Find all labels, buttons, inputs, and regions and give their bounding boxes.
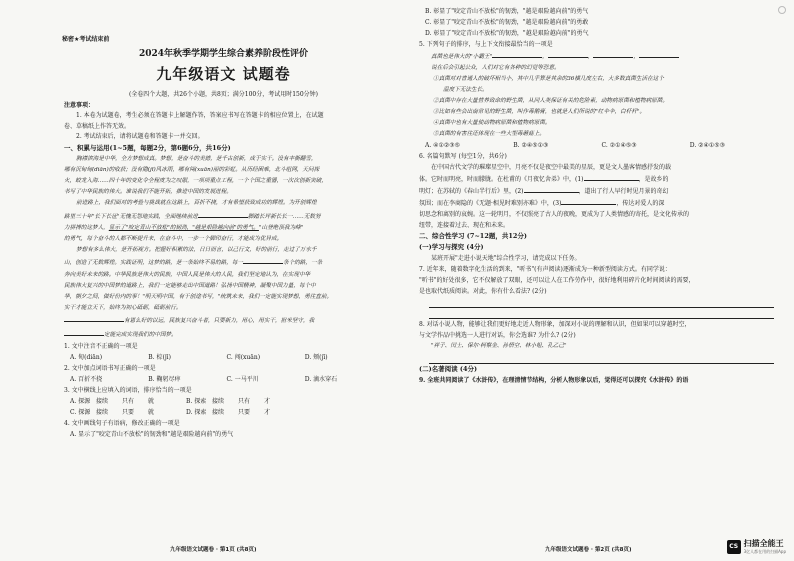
passage-segment: 定能完成实现我们的中国梦。	[104, 331, 177, 338]
passage-line	[419, 185, 778, 197]
scanner-watermark	[727, 538, 786, 555]
question-3-options-row	[64, 407, 383, 418]
fill-blank	[243, 256, 283, 264]
option-b[interactable]: B. 鞠躬尽瘁	[148, 375, 181, 383]
watermark-sub: 3亿人都在用的扫描App	[743, 549, 786, 554]
fill-blank	[198, 210, 248, 218]
camscanner-logo-icon: CS	[727, 540, 741, 554]
option-b[interactable]: B. 探索	[186, 397, 207, 405]
section-two-title: 二、综合性学习 (7~12题，共12分)	[419, 232, 527, 241]
option-d[interactable]: D. 滴水穿石	[304, 375, 338, 383]
passage-line: 华，朝夕之间，做好份内的事！"明天明中国，有干创途书写，"统筑未来，我们一定能实现梦想，勇往直前。	[64, 293, 333, 300]
passage-segment: 路里三十年"长下长征"无愧无怨地实践，全面继续前进	[64, 213, 198, 220]
option-word: 才	[264, 397, 271, 405]
passage-line	[64, 314, 383, 327]
exam-meta: (全卷四个大题，共26个小题，共8页；满分100分，考试用时150分钟)	[128, 91, 319, 98]
passage-line: 梦想有多么伟大，是开拓视方。把握好积累的法，日日而言，以己行文，好的前行，走过了万水千	[76, 247, 317, 254]
notice-1a: 1. 本卷为试题卷，考生必须在答题卡上解题作答，答案应书写在答题卡的相应位置上，在试题	[76, 112, 324, 119]
answer-line[interactable]	[429, 353, 774, 364]
question-5: 5. 下列句子的排序，与上下文衔接最恰当的一项是	[419, 41, 553, 48]
option-a[interactable]: A. 百折不挠	[70, 375, 103, 383]
question-3: 3. 文中横线上应填入的词语，排序恰当的一项是	[64, 386, 192, 394]
passage-segment: 氛围；而在李商隐的《无题·相见时难别亦难》中，(3)	[419, 200, 562, 208]
page-footer: 九年级语文试题卷 · 第2页 (共8页)	[545, 547, 632, 553]
passage-line: 哪有沉甸甸(diān)的收获；没有隐(jī)风冰雨，哪有闯(xuān)丽的彩虹。从历经困难，北斗组网，天问探	[64, 166, 320, 173]
passage-segment: 条个的路，一条	[283, 260, 323, 267]
option-word: 才	[264, 408, 271, 416]
fill-blank	[548, 50, 588, 58]
question-8-line: 与文学作品中挑选一人进行对话，你会选谁? 为什么? (2分)	[419, 332, 576, 340]
watermark-text	[744, 538, 786, 555]
corner-mark-icon	[778, 6, 786, 14]
option-d[interactable]: D. 颊(jī)	[304, 353, 328, 361]
underlined-sentence: 显示了"咬定青山不放松"的韧劲，"越是艰险越向前"的勇气。	[108, 224, 259, 231]
passage-line	[64, 256, 383, 269]
exam-title: 九年级语文 试题卷	[156, 65, 291, 83]
question-4: 4. 文中画线句子有语病，修改正确的一项是	[64, 419, 180, 427]
option-word: 接续	[212, 408, 225, 416]
option-c[interactable]: C. 闯(xuān)	[226, 353, 261, 361]
passage-line: 切思念和离别的哀婉。这一轮明月，不仅照亮了古人的夜晚，更成为了人类情感的寄托，是文化传承的	[419, 211, 690, 219]
answer-line[interactable]	[429, 297, 774, 308]
option-b[interactable]: B. 彰显了"咬定青山不放松"的韧劲，"越是艰险越向前"的勇气	[425, 8, 589, 15]
question-9: 9. 全班共同阅读了《水浒传》，在理清情节结构，分析人物形象以后，觉得还可以探究《水浒传》的语	[419, 376, 689, 384]
option-a[interactable]: A. 显示了"咬定青山不放松"的韧劲和"越是艰险越向前"的勇气	[70, 430, 234, 438]
option-b[interactable]: B. 棕(jī)	[148, 353, 171, 361]
option-a[interactable]: A. ④①②③⑤	[425, 142, 461, 150]
option-word: 接续	[212, 397, 225, 405]
sentence-item: ①真菌对对普通人的破坏相当小，其中几乎算是其余的36横几度左右，大多数真菌生活在这个	[433, 76, 664, 83]
question-8-names: "祥子、闰土、保尔·柯察金、孙悟空、林小姐、孔乙己"	[431, 343, 567, 350]
passage-segment: 有恩么好的以远，民族复兴奋斗者，只要新力，用心，用实干，担米坚守，我	[124, 318, 315, 325]
fill-blank	[492, 50, 542, 58]
question-5-intro: 说在后会引起公众，人们对它有各种的幻觉等恐意。	[431, 65, 560, 72]
option-word: 只有	[238, 397, 251, 405]
question-1: 1. 文中注音不正确的一项是	[64, 342, 138, 350]
passage-line: 在中国古代文学的璀璨星空中，月亮不仅是夜空中最美的星辰，更是文人墨客情感抒发的载	[431, 164, 672, 172]
section-one-title: 一、积累与运用(1~5题，每题2分，第6题6分，共16分)	[64, 143, 231, 152]
exam-series-title: 2024年秋季学期学生综合素养阶段性评价	[138, 49, 309, 59]
question-1-options	[64, 352, 383, 363]
passage-line: 书写了中华民族的伟大。谁说我们不能开拓，推进中国的发展进程。	[64, 189, 232, 196]
option-a[interactable]: A. 甸(diān)	[70, 353, 103, 361]
subsection-2-title: (二)名著阅读 (4分)	[419, 364, 478, 373]
passage-segment: "山登绝顶我为峰"	[258, 224, 304, 231]
option-word: 只要	[122, 408, 135, 416]
option-word: 接续	[96, 397, 109, 405]
question-7: 7. 近年来，随着数字化生活的到来，"听书"(有声阅读)逐渐成为一种新型阅读方式。有同学说：	[419, 266, 671, 274]
passage-line	[419, 173, 778, 185]
passage-segment: 山，创造了无数辉煌。实践证明，这梦的路，是一条始终不易的路，每一	[64, 260, 244, 267]
passage-line: 实干才能立天下，始终为初心砥砺，砥砺前行。	[64, 305, 182, 312]
option-b[interactable]: B. ②④⑤①③	[513, 142, 549, 150]
question-6: 6. 名篇句默写 (每空1分，共6分)	[419, 153, 507, 161]
option-c[interactable]: C. 探源	[70, 408, 91, 416]
option-word: 只要	[238, 408, 251, 416]
answer-blank-2[interactable]	[524, 185, 579, 193]
spacer	[174, 396, 186, 407]
question-2: 2. 文中加点词语书写正确的一项是	[64, 364, 156, 372]
passage-segment: 明灯；在苏轼的《春山半行后》里，(2)	[419, 188, 524, 196]
question-7-line: 是也取代纸质阅读。对此，你有什么看法? (2分)	[419, 288, 547, 296]
sentence-item: 温度下无法生长。	[443, 87, 488, 94]
sentence-item: ②真菌中存在大量营养致命的野生菌，从同人类保证有关的危险素，动物病原菌和植物病原菌。	[433, 98, 668, 105]
option-d[interactable]: D. 彰显了"咬定青山不放松"的韧劲，"越是艰险越向前"的勇气	[425, 30, 589, 37]
notice-1b: 卷、草稿纸上作答无效。	[64, 122, 131, 130]
sentence-item: ④真菌中也有大量使动物病原菌和植物病原菌。	[433, 120, 551, 127]
fill-blank	[639, 50, 679, 58]
spacer	[174, 407, 186, 418]
passage-line	[64, 223, 383, 234]
option-word: 只有	[122, 397, 135, 405]
page-two	[397, 0, 794, 561]
answer-line[interactable]	[429, 308, 774, 319]
passage-segment: 力拼搏的这梦人，	[64, 224, 109, 231]
passage-line: 的勇气，每个奋斗的人都不断提升来，在奋斗中，一步一个脚印奋行，才能成为优异成。	[64, 235, 283, 242]
notice-2: 2. 考试结束后，请将试题卷和答题卡一并交回。	[76, 133, 204, 140]
page-footer: 九年级语文试题卷 · 第1页 (共8页)	[170, 547, 257, 553]
passage-segment: 脚踏长坪新长长一……无数努	[247, 213, 321, 220]
option-c[interactable]: C. 一马平川	[226, 375, 259, 383]
passage-segment: ，道出了行人早行时见月景的奇幻	[578, 188, 669, 196]
option-word: 接续	[96, 408, 109, 416]
passage-line: 胸襟滨海是中华，全方梦想成真。梦想，是奋斗的美德，是千古创新，成于实干。没有丰衡翻雪，	[76, 155, 317, 162]
subsection-1-title: (一)学习与探究 (4分)	[419, 243, 484, 252]
question-2-options	[64, 374, 383, 385]
subsection-1-text: 某班开展"走进小说天地"综合性学习，请完成以下任务。	[431, 255, 581, 263]
option-c[interactable]: C. ②①④⑤③	[601, 142, 637, 150]
option-word: 就	[148, 408, 155, 416]
fill-blank	[64, 314, 124, 322]
passage-line	[64, 328, 383, 341]
watermark-name: 扫描全能王	[743, 539, 784, 548]
passage-line	[419, 197, 778, 209]
answer-blank-1[interactable]	[584, 173, 639, 181]
passage-line: 民族伟大复兴的中国梦的道路上，我们一定能够走出中国道路！弘扬中国精神，凝聚中国力量，每个中	[64, 282, 316, 289]
sentence-item: ⑤真菌的有害往还体现在一些大型毒蘑菇上。	[433, 131, 545, 138]
option-d[interactable]: D. 探索	[186, 408, 207, 416]
fill-blank	[593, 50, 633, 58]
question-3-options-row	[64, 396, 383, 407]
confidential-label: 秘密★考试结束前	[62, 36, 110, 43]
passage-segment: 体。它时而明亮，时而朦胧。在杜甫的《月夜忆舍弟》中，(1)	[419, 176, 584, 184]
sentence-item: ③比如有些会出南常见的野生菌，叫作毒鹅膏，也就是人们所说的"红伞伞，白杆杆"。	[433, 109, 646, 116]
passage-line: 奔向美好未来的路。中华民族是伟大的民族，中国人民是伟大的人民，我们坚定地认为，在实现中华	[64, 271, 311, 278]
fill-blank	[64, 328, 104, 336]
passage-segment: ，传达对爱人的深	[616, 200, 665, 208]
notice-title: 注意事项：	[64, 101, 95, 109]
passage-line	[64, 210, 383, 223]
option-a[interactable]: A. 探源	[70, 397, 91, 405]
passage-segment: ，是故乡的	[638, 176, 669, 184]
passage-line: 前进路上，我们面对的考验与挑战就在这路上，百折不挠，才有希望获致成功的辉煌。为开创辉煌	[76, 200, 317, 207]
option-c[interactable]: C. 彰显了"咬定青山不放松"的韧劲，"越是艰险越向前"的勇敢	[425, 19, 589, 26]
question-7-line: "听书"的好处很多，它不仅解放了双眼，还可以让人在工作劳作中，很好地利用碎片化时间阅读的需要，	[419, 277, 695, 285]
answer-blank-3[interactable]	[561, 197, 616, 205]
passage-line: 纽带，连接着过去、现在和未来。	[419, 222, 510, 230]
option-d[interactable]: D. ②④①⑤③	[689, 142, 726, 150]
lead-text: 真菌也是伟大的"小霸王"	[431, 54, 493, 60]
passage-line: 火，蛟龙入海……四十年的变化令全程度为之叹服，一项项重点工程，一个个国之重器，一次次创新突破，	[64, 177, 327, 184]
question-5-options	[419, 140, 778, 151]
option-word: 就	[148, 397, 155, 405]
question-5-lead: 真菌也是伟大的"小霸王" ， ， ，	[419, 50, 778, 63]
question-8: 8. 对话小说人物，能够让我们更好地走近人物形象，加深对小说的理解和认识，但如果可以穿越时空，	[419, 321, 691, 329]
